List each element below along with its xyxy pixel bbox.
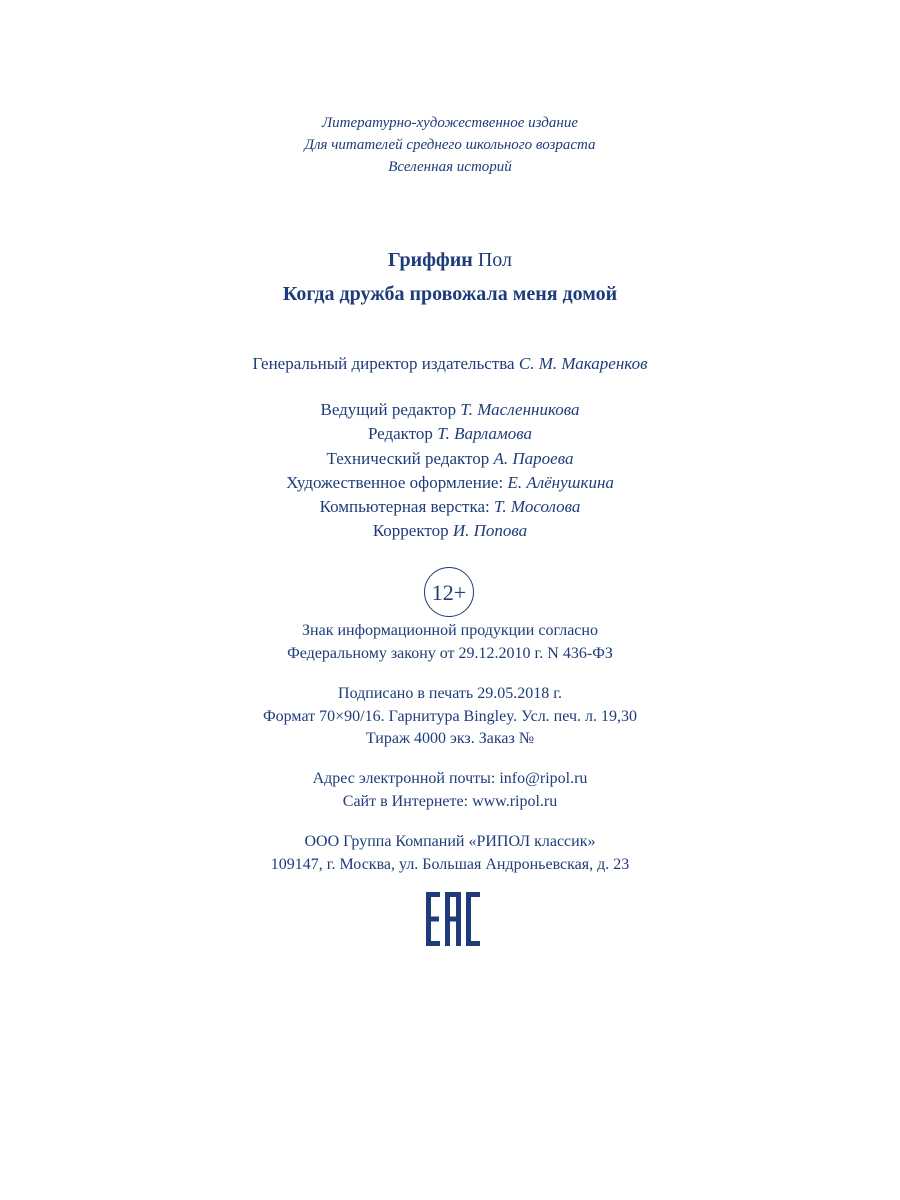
publisher-info (0, 831, 900, 876)
law-notice-line: Знак информационной продукции согласно (302, 622, 598, 639)
credit-name: Т. Масленникова (460, 400, 580, 419)
email-line: Адрес электронной почты: info@ripol.ru (312, 770, 588, 787)
publisher-name: ООО Группа Компаний «РИПОЛ классик» (304, 833, 596, 850)
credit-name: А. Пароева (493, 448, 574, 468)
series-info (0, 112, 900, 178)
credit-line (0, 495, 900, 519)
credit-role: Художественное оформление: (286, 472, 504, 492)
credit-role: Технический редактор (326, 448, 490, 468)
credit-name: Т. Мосолова (494, 497, 581, 517)
print-details (0, 683, 900, 751)
age-rating-badge: 12+ (424, 567, 474, 617)
credit-name: Т. Варламова (437, 424, 533, 444)
series-line: Для читателей среднего школьного возраста (304, 137, 596, 153)
print-details-line: Подписано в печать 29.05.2018 г. (338, 685, 562, 702)
credit-line (0, 447, 900, 471)
publisher-address: 109147, г. Москва, ул. Большая Андроньевская, д. 23 (270, 855, 630, 873)
general-director (0, 352, 900, 376)
credit-role: Редактор (367, 424, 433, 444)
print-details-line: Формат 70×90/16. Гарнитура Bingley. Усл. печ. л. 19,30 (263, 707, 637, 725)
print-details-line: Тираж 4000 экз. Заказ № (365, 730, 535, 747)
book-title: Когда дружба провожала меня домой (282, 283, 618, 305)
law-notice-line: Федеральному закону от 29.12.2010 г. N 436-ФЗ (287, 644, 613, 662)
credit-line (0, 422, 900, 446)
author-surname: Гриффин (387, 249, 473, 271)
series-line: Литературно-художественное издание (322, 115, 578, 131)
author-name (0, 246, 900, 274)
director-role: Генеральный директор издательства (252, 354, 515, 373)
credit-name: Е. Алёнушкина (507, 472, 614, 492)
series-line: Вселенная историй (388, 159, 512, 175)
credit-line (0, 398, 900, 422)
author-given-name: Пол (477, 249, 512, 271)
director-name: С. М. Макаренков (518, 354, 648, 373)
credit-role: Ведущий редактор (320, 400, 457, 419)
contact-info (0, 768, 900, 813)
credit-role: Компьютерная верстка: (319, 497, 490, 517)
law-notice (0, 620, 900, 665)
credit-name: И. Попова (452, 521, 528, 541)
credits-list (0, 398, 900, 544)
credit-line (0, 471, 900, 495)
credit-line (0, 519, 900, 543)
website-line: Сайт в Интернете: www.ripol.ru (342, 792, 558, 810)
eac-conformity-mark-icon (424, 890, 482, 948)
credit-role: Корректор (372, 521, 449, 541)
